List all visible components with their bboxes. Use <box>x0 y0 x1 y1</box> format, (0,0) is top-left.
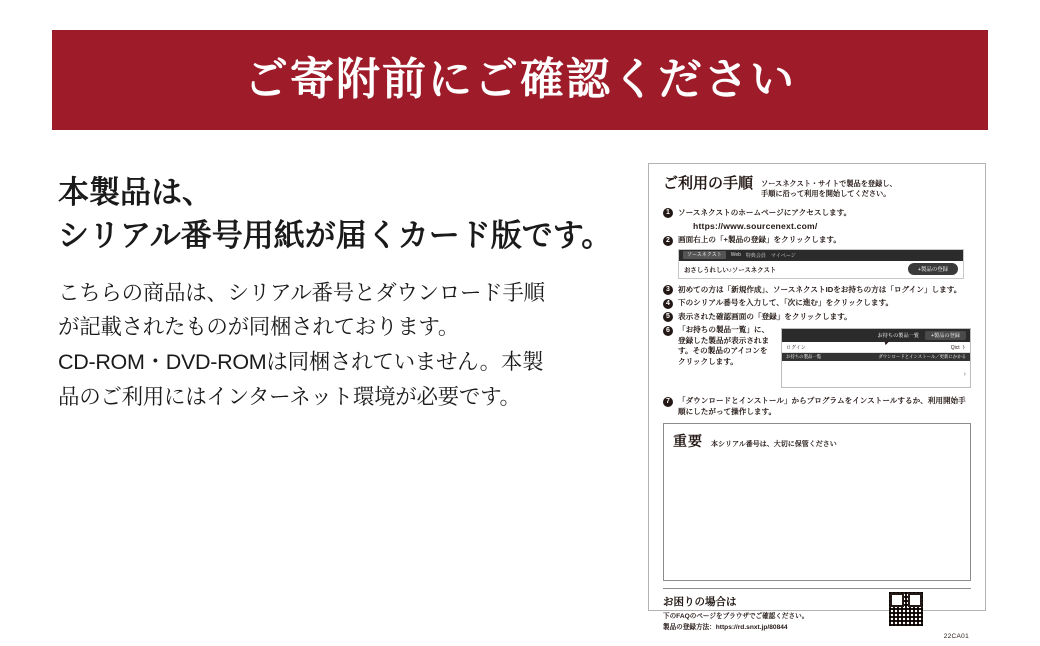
body-line-4: 品のご利用にはインターネット環境が必要です。 <box>58 385 521 410</box>
step-6-row <box>663 325 971 392</box>
step-text: 下のシリアル番号を入力して、「次に進む」をクリックします。 <box>678 298 894 308</box>
leaflet-subtitle-line-2: 手順に沿って利用を開始してください。 <box>761 189 891 199</box>
register-product-button[interactable]: +製品の登録 <box>908 263 958 275</box>
header-banner <box>52 30 988 130</box>
login-link[interactable]: ログイン <box>786 345 806 352</box>
step-number: 3 <box>663 285 673 295</box>
banner-title: ご寄附前にご確認ください <box>244 55 796 104</box>
footer-line-2: 製品の登録方法：https://rd.snxt.jp/80844 <box>663 623 788 631</box>
step-text: 初めての方は「新規作成」、ソースネクストIDをお持ちの方は「ログイン」します。 <box>678 284 962 294</box>
list-item <box>663 312 971 323</box>
mock-strip <box>782 353 970 361</box>
step-text: ソースネクストのホームページにアクセスします。 <box>678 207 852 217</box>
list-item <box>663 285 971 296</box>
register-product-button[interactable]: +製品の登録 <box>925 331 966 340</box>
list-item <box>663 235 971 246</box>
strip-right-label: ダウンロードとインストール／更新にかかる <box>878 354 966 360</box>
list-item <box>663 396 971 417</box>
mock-menu-item: 特典会員 <box>745 252 766 259</box>
step-text: 「ダウンロードとインストール」からプログラムをインストールするか、利用開始手順にしたがって操作します。 <box>678 396 966 416</box>
important-header <box>673 431 961 451</box>
sourcenext-url: https://www.sourcenext.com/ <box>693 221 818 232</box>
mock-window <box>781 328 971 388</box>
instruction-leaflet <box>648 163 986 641</box>
important-note: 本シリアル番号は、大切に保管ください <box>711 441 837 449</box>
product-list-mock <box>781 325 971 392</box>
mock-subbar <box>782 342 970 353</box>
important-title: 重要 <box>673 433 703 450</box>
qr-code-icon <box>889 592 923 626</box>
step-number: 7 <box>663 397 673 407</box>
footer-title: お困りの場合は <box>663 596 737 609</box>
mock-product-area <box>782 361 970 387</box>
mock-misc-text: Qict ト <box>950 345 966 352</box>
leaflet-subtitle <box>761 176 897 200</box>
list-item <box>663 325 775 367</box>
headline-line-1: 本製品は、 <box>58 175 213 210</box>
mock-body <box>679 261 963 278</box>
document-code: 22CA01 <box>943 633 969 641</box>
browser-mock-header <box>678 249 964 279</box>
footer-lines <box>663 612 878 632</box>
body-line-1: こちらの商品は、シリアル番号とダウンロード手順 <box>58 280 545 305</box>
serial-number-box <box>663 423 971 581</box>
product-list-label: お持ちの製品一覧 <box>877 333 920 340</box>
body-line-2: が記載されたものが同梱されております。 <box>58 315 460 340</box>
step-number: 6 <box>663 326 673 336</box>
body-copy <box>58 276 618 415</box>
mock-top-bar <box>679 250 963 261</box>
leaflet-header <box>663 176 971 200</box>
mock-prompt-text: おさしうれしい♪ソースネクスト <box>684 266 777 274</box>
mock-menu-item: マイページ <box>770 252 796 259</box>
headline-line-2: シリアル番号用紙が届くカード版です。 <box>58 217 613 253</box>
leaflet-subtitle-line-1: ソースネクスト・サイトで製品を登録し、 <box>761 179 897 188</box>
body-line-3: CD-ROM・DVD-ROMは同梱されていません。本製 <box>58 350 544 375</box>
step-number: 5 <box>663 312 673 322</box>
strip-left-label: お持ちの製品一覧 <box>786 354 822 360</box>
step-number: 4 <box>663 299 673 309</box>
leaflet-footer <box>663 588 971 640</box>
footer-line-1: 下のFAQのページをブラウザでご確認ください。 <box>663 613 809 621</box>
sourcenext-logo: ソースネクスト <box>683 251 726 259</box>
step-text: 画面右上の「+製品の登録」をクリックします。 <box>678 235 841 245</box>
list-item <box>663 298 971 309</box>
mock-menu-item: Web <box>730 252 741 259</box>
mock-toolbar <box>782 329 970 342</box>
step-number: 1 <box>663 208 673 218</box>
list-item <box>663 208 971 219</box>
step-number: 2 <box>663 236 673 246</box>
step-text: 「お持ちの製品一覧」に、登録した製品が表示されます。その製品のアイコンをクリックします。 <box>678 325 770 366</box>
chevron-right-icon[interactable]: › <box>963 370 966 378</box>
left-content-column <box>58 172 618 415</box>
step-text: 表示された確認画面の「登録」をクリックします。 <box>678 311 852 321</box>
leaflet-title: ご利用の手順 <box>663 175 754 192</box>
headline <box>58 172 618 258</box>
